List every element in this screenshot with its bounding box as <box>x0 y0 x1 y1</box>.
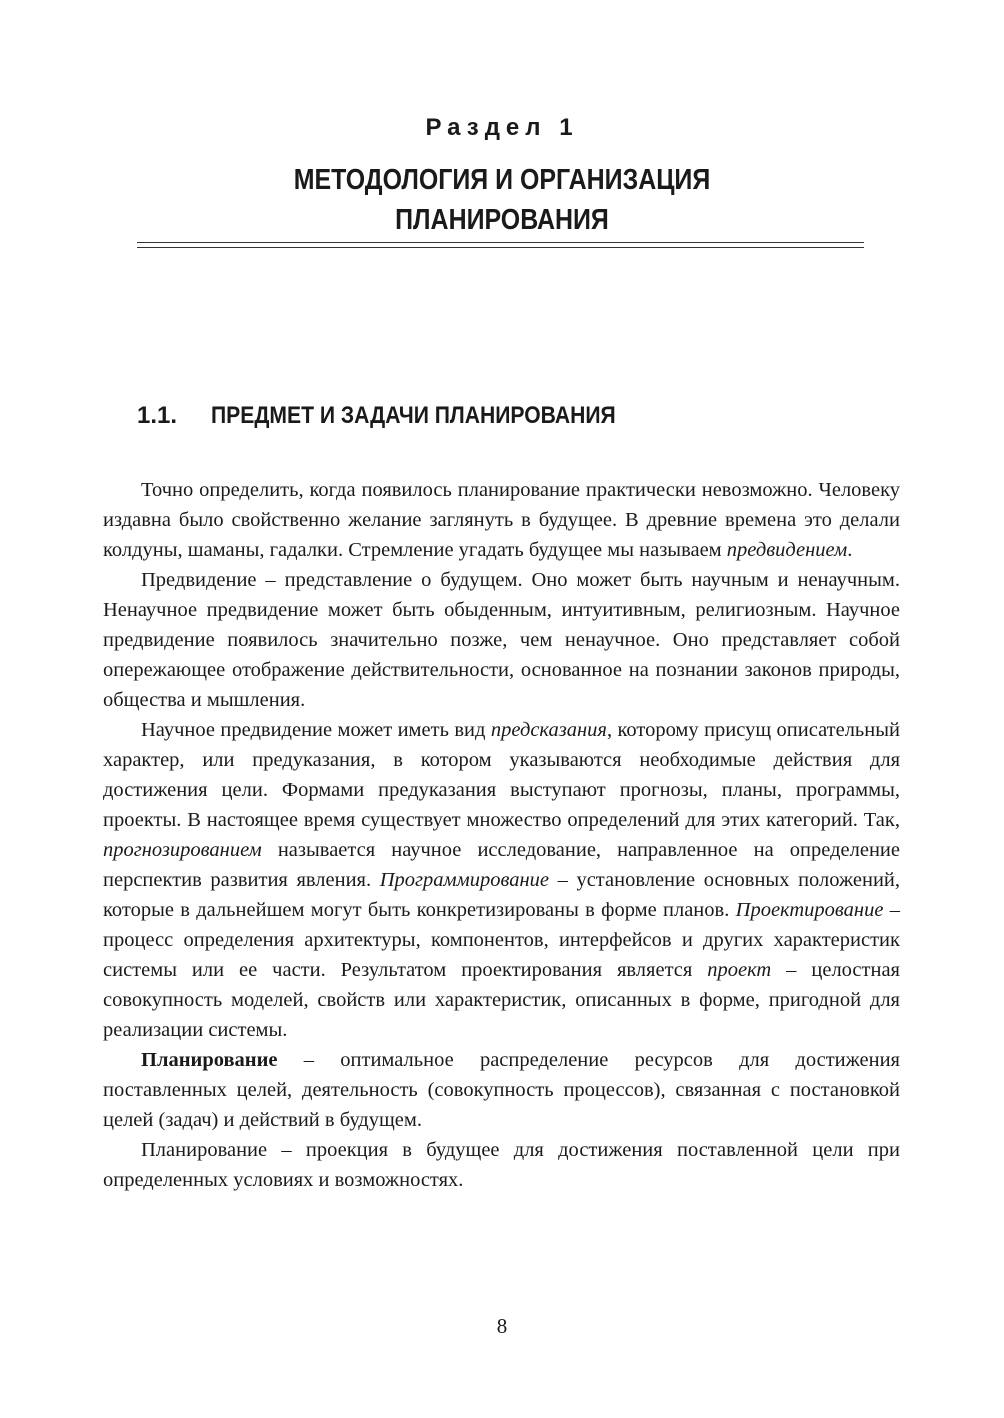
paragraph-1-text: Точно определить, когда появилось планирование практически невозможно. Человеку издавна было свойственно желание заглянуть в будущее. В древние времена это делали колдуны, шаманы, гадалки. Стремление угадать будущее мы называем <box>103 479 900 561</box>
paragraph-3-term-2: прогнозированием <box>103 839 262 861</box>
paragraph-3-term-1: предсказания <box>490 719 607 741</box>
section-label: Раздел 1 <box>425 114 579 141</box>
paragraph-3 <box>103 715 900 1045</box>
section-title-line-2: ПЛАНИРОВАНИЯ <box>395 204 609 236</box>
paragraph-1-term: предвидением <box>726 539 848 561</box>
paragraph-2-text: Предвидение – представление о будущем. Оно может быть научным и ненаучным. Ненаучное предвидение может быть обыденным, интуитивным, религиозным. Научное предвидение появилось значительно позже, чем ненаучное. Оно представляет собой опережающее отображение действительности, основанное на познании законов природы, общества и мышления. <box>103 569 900 711</box>
paragraph-2 <box>103 565 900 715</box>
paragraph-5-text: Планирование – проекция в будущее для достижения поставленной цели при определенных условиях и возможностях. <box>103 1139 900 1191</box>
paragraph-3-text-4: – установление основных положений, которые в дальнейшем могут быть конкретизированы в форме планов. <box>103 869 901 921</box>
paragraph-4-bold-term: Планирование <box>141 1049 278 1071</box>
paragraph-1-text-end: . <box>847 539 853 561</box>
paragraph-4-text: – оптимальное распределение ресурсов для достижения поставленных целей, деятельность (совокупность процессов), связанная с постановкой целей (задач) и действий в будущем. <box>103 1049 900 1131</box>
paragraph-4 <box>103 1045 900 1135</box>
body-text <box>103 475 900 1195</box>
paragraph-3-term-4: Проектирование <box>735 899 884 921</box>
paragraph-3-text-5: – процесс определения архитектуры, компонентов, интерфейсов и других характеристик системы или ее части. Результатом проектирования является <box>103 899 901 981</box>
paragraph-3-text-6: – целостная совокупность моделей, свойств или характеристик, описанных в форме, пригодной для реализации системы. <box>103 959 900 1041</box>
title-rule-bottom <box>137 247 864 248</box>
subsection-title: ПРЕДМЕТ И ЗАДАЧИ ПЛАНИРОВАНИЯ <box>211 402 616 429</box>
subsection-heading <box>137 400 864 432</box>
paragraph-1 <box>103 475 900 565</box>
section-title <box>70 160 933 240</box>
paragraph-3-text-2: , которому присущ описательный характер, или предуказания, в котором указываются необходимые действия для достижения цели. Формами предуказания выступают прогнозы, планы, программы, проекты. В настоящее время существует множество определений для этих категорий. Так, <box>103 719 900 831</box>
paragraph-3-text-1: Научное предвидение может иметь вид <box>141 719 491 741</box>
paragraph-3-term-3: Программирование <box>379 869 549 891</box>
paragraph-5 <box>103 1135 900 1195</box>
section-title-line-1: МЕТОДОЛОГИЯ И ОРГАНИЗАЦИЯ <box>293 164 711 196</box>
title-rule-top <box>137 242 864 243</box>
paragraph-3-term-5: проект <box>707 959 772 981</box>
page-number: 8 <box>496 1314 508 1338</box>
paragraph-3-text-3: называется научное исследование, направленное на определение перспектив развития явления. <box>103 839 900 891</box>
subsection-number: 1.1. <box>137 402 178 429</box>
